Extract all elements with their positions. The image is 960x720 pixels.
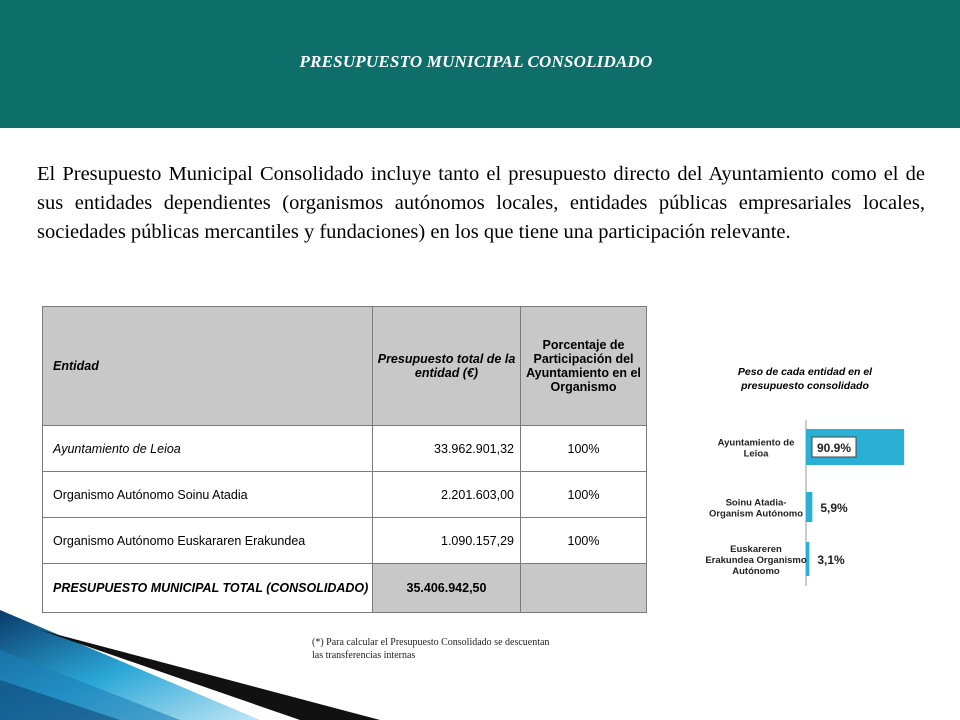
chart-bar — [806, 492, 812, 522]
cell-percent: 100% — [521, 518, 647, 564]
cell-percent: 100% — [521, 426, 647, 472]
entity-weight-chart — [670, 360, 930, 600]
chart-category-label: Euskareren — [730, 544, 782, 555]
header-banner — [0, 0, 960, 128]
table-row — [43, 426, 647, 472]
page-title: PRESUPUESTO MUNICIPAL CONSOLIDADO — [299, 52, 653, 71]
intro-paragraph: El Presupuesto Municipal Consolidado incluye tanto el presupuesto directo del Ayuntamiento como el de sus entidades dependientes (organismos autónomos locales, entidades públicas empresariales locales, sociedades públicas mercantiles y fundaciones) en los que tiene una participación relevante. — [37, 163, 925, 243]
cell-budget: 2.201.603,00 — [373, 472, 521, 518]
total-percent — [521, 564, 647, 613]
chart-data-label: 5,9% — [820, 501, 848, 515]
table-row — [43, 472, 647, 518]
cell-percent: 100% — [521, 472, 647, 518]
cell-entity: Organismo Autónomo Euskararen Erakundea — [43, 518, 373, 564]
chart-data-label: 90.9% — [816, 441, 852, 455]
budget-table — [42, 306, 647, 613]
header-entity: Entidad — [43, 307, 373, 426]
header-percent: Porcentaje de Participación del Ayuntamiento en el Organismo — [521, 307, 647, 426]
cell-entity: Ayuntamiento de Leioa — [43, 426, 373, 472]
chart-category-label: Leioa — [743, 448, 769, 460]
footnote: (*) Para calcular el Presupuesto Consolidado se descuentan las transferencias internas — [312, 637, 550, 661]
total-budget: 35.406.942,50 — [373, 564, 521, 613]
cell-budget: 33.962.901,32 — [373, 426, 521, 472]
table-header-row — [43, 307, 647, 426]
chart-category-label: Organism Autónomo — [708, 508, 804, 520]
chart-title-line-2: presupuesto consolidado — [741, 380, 869, 392]
total-label: PRESUPUESTO MUNICIPAL TOTAL (CONSOLIDADO) — [43, 564, 373, 613]
chart-category-label: Ayuntamiento de — [717, 437, 795, 449]
table-row — [43, 518, 647, 564]
chart-category-label: Autónomo — [732, 566, 780, 577]
chart-data-label: 3,1% — [817, 553, 845, 567]
chart-category-label: Soinu Atadia- — [725, 497, 787, 509]
chart-title-line-1: Peso de cada entidad en el — [737, 366, 873, 378]
chart-category-label: Erakundea Organismo — [705, 555, 807, 566]
header-budget: Presupuesto total de la entidad (€) — [373, 307, 521, 426]
cell-budget: 1.090.157,29 — [373, 518, 521, 564]
cell-entity: Organismo Autónomo Soinu Atadia — [43, 472, 373, 518]
decorative-swoosh — [0, 590, 420, 720]
